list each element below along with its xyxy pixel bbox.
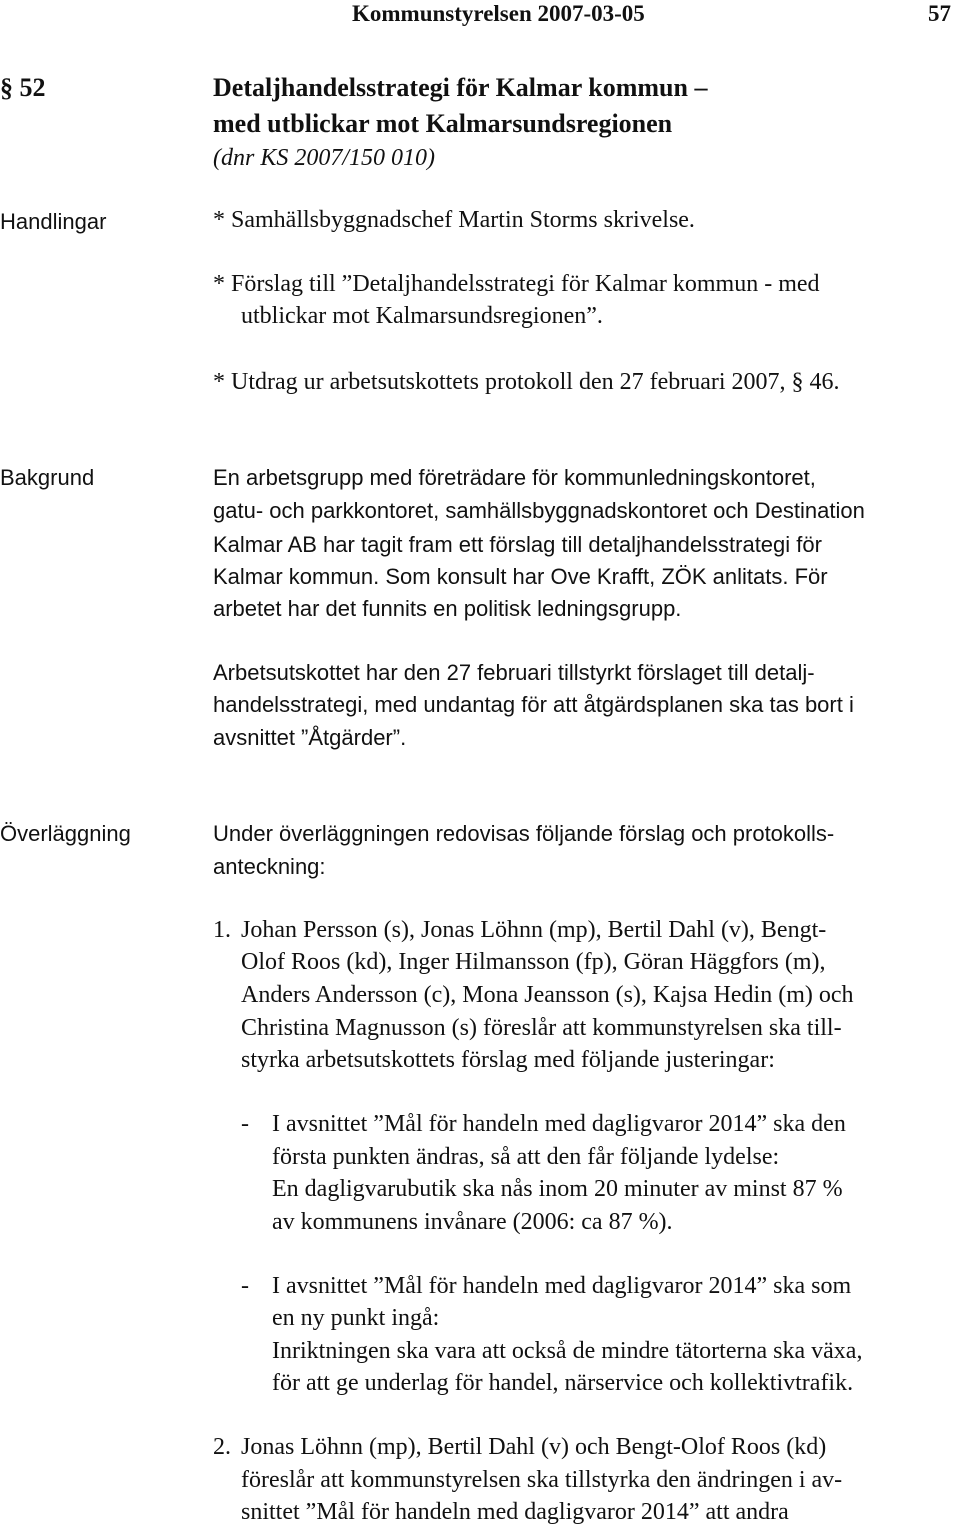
handlingar-item: utblickar mot Kalmarsundsregionen”. xyxy=(241,303,603,329)
bakgrund-p1-line: Kalmar AB har tagit fram ett förslag till detaljhandelsstrategi för xyxy=(213,532,822,557)
handlingar-label: Handlingar xyxy=(0,209,107,234)
bakgrund-p1-line: En arbetsgrupp med företrädare för kommunledningskontoret, xyxy=(213,465,816,490)
proposal-2-line: föreslår att kommunstyrelsen ska tillstyrka den ändringen i av- xyxy=(241,1467,843,1493)
bakgrund-p2-line: handelsstrategi, med undantag för att åtgärdsplanen ska tas bort i xyxy=(213,692,854,717)
page-number: 57 xyxy=(928,1,951,26)
bakgrund-p1-line: Kalmar kommun. Som konsult har Ove Krafft, ZÖK anlitats. För xyxy=(213,564,828,589)
section-title-line-1: Detaljhandelsstrategi för Kalmar kommun – xyxy=(213,73,708,102)
proposal-1-line: Olof Roos (kd), Inger Hilmansson (fp), Göran Häggfors (m), xyxy=(241,949,826,975)
bullet-2-line: Inriktningen ska vara att också de mindre tätorterna ska växa, xyxy=(272,1338,863,1364)
section-number: § 52 xyxy=(0,73,46,102)
proposal-2-number: 2. xyxy=(213,1434,231,1460)
bakgrund-label: Bakgrund xyxy=(0,465,95,490)
bullet-2-line: för att ge underlag för handel, närservice och kollektivtrafik. xyxy=(272,1370,854,1396)
overlaggning-intro-line: anteckning: xyxy=(213,854,326,879)
proposal-1-line: Johan Persson (s), Jonas Löhnn (mp), Bertil Dahl (v), Bengt- xyxy=(241,917,827,943)
page-header-title: Kommunstyrelsen 2007-03-05 xyxy=(352,1,645,26)
proposal-1-line: Christina Magnusson (s) föreslår att kommunstyrelsen ska till- xyxy=(241,1015,842,1041)
bullet-1-line: första punkten ändras, så att den får följande lydelse: xyxy=(272,1144,780,1170)
bullet-1-line: En dagligvarubutik ska nås inom 20 minuter av minst 87 % xyxy=(272,1176,843,1202)
bakgrund-p2-line: avsnittet ”Åtgärder”. xyxy=(213,725,407,750)
bullet-dash: - xyxy=(241,1111,249,1137)
proposal-1-line: styrka arbetsutskottets förslag med följande justeringar: xyxy=(241,1047,775,1073)
handlingar-item: * Utdrag ur arbetsutskottets protokoll den 27 februari 2007, § 46. xyxy=(213,369,840,395)
bullet-2-line: en ny punkt ingå: xyxy=(272,1305,440,1331)
section-title-line-2: med utblickar mot Kalmarsundsregionen xyxy=(213,109,673,138)
bakgrund-p2-line: Arbetsutskottet har den 27 februari tillstyrkt förslaget till detalj- xyxy=(213,660,815,685)
overlaggning-label: Överläggning xyxy=(0,821,131,846)
bullet-2-line: I avsnittet ”Mål för handeln med dagligvaror 2014” ska som xyxy=(272,1273,852,1299)
bullet-1-line: I avsnittet ”Mål för handeln med dagligvaror 2014” ska den xyxy=(272,1111,846,1137)
section-reference: (dnr KS 2007/150 010) xyxy=(213,145,435,171)
handlingar-item: * Förslag till ”Detaljhandelsstrategi för Kalmar kommun - med xyxy=(213,271,820,297)
bakgrund-p1-line: gatu- och parkkontoret, samhällsbyggnadskontoret och Destination xyxy=(213,498,865,523)
bullet-1-line: av kommunens invånare (2006: ca 87 %). xyxy=(272,1209,673,1235)
bakgrund-p1-line: arbetet har det funnits en politisk ledningsgrupp. xyxy=(213,596,682,621)
proposal-2-line: snittet ”Mål för handeln med dagligvaror 2014” att andra xyxy=(241,1499,789,1525)
proposal-1-number: 1. xyxy=(213,917,231,943)
bullet-dash: - xyxy=(241,1273,249,1299)
proposal-1-line: Anders Andersson (c), Mona Jeansson (s), Kajsa Hedin (m) och xyxy=(241,982,854,1008)
overlaggning-intro-line: Under överläggningen redovisas följande förslag och protokolls- xyxy=(213,821,835,846)
handlingar-item: * Samhällsbyggnadschef Martin Storms skrivelse. xyxy=(213,207,695,233)
proposal-2-line: Jonas Löhnn (mp), Bertil Dahl (v) och Bengt-Olof Roos (kd) xyxy=(241,1434,827,1460)
